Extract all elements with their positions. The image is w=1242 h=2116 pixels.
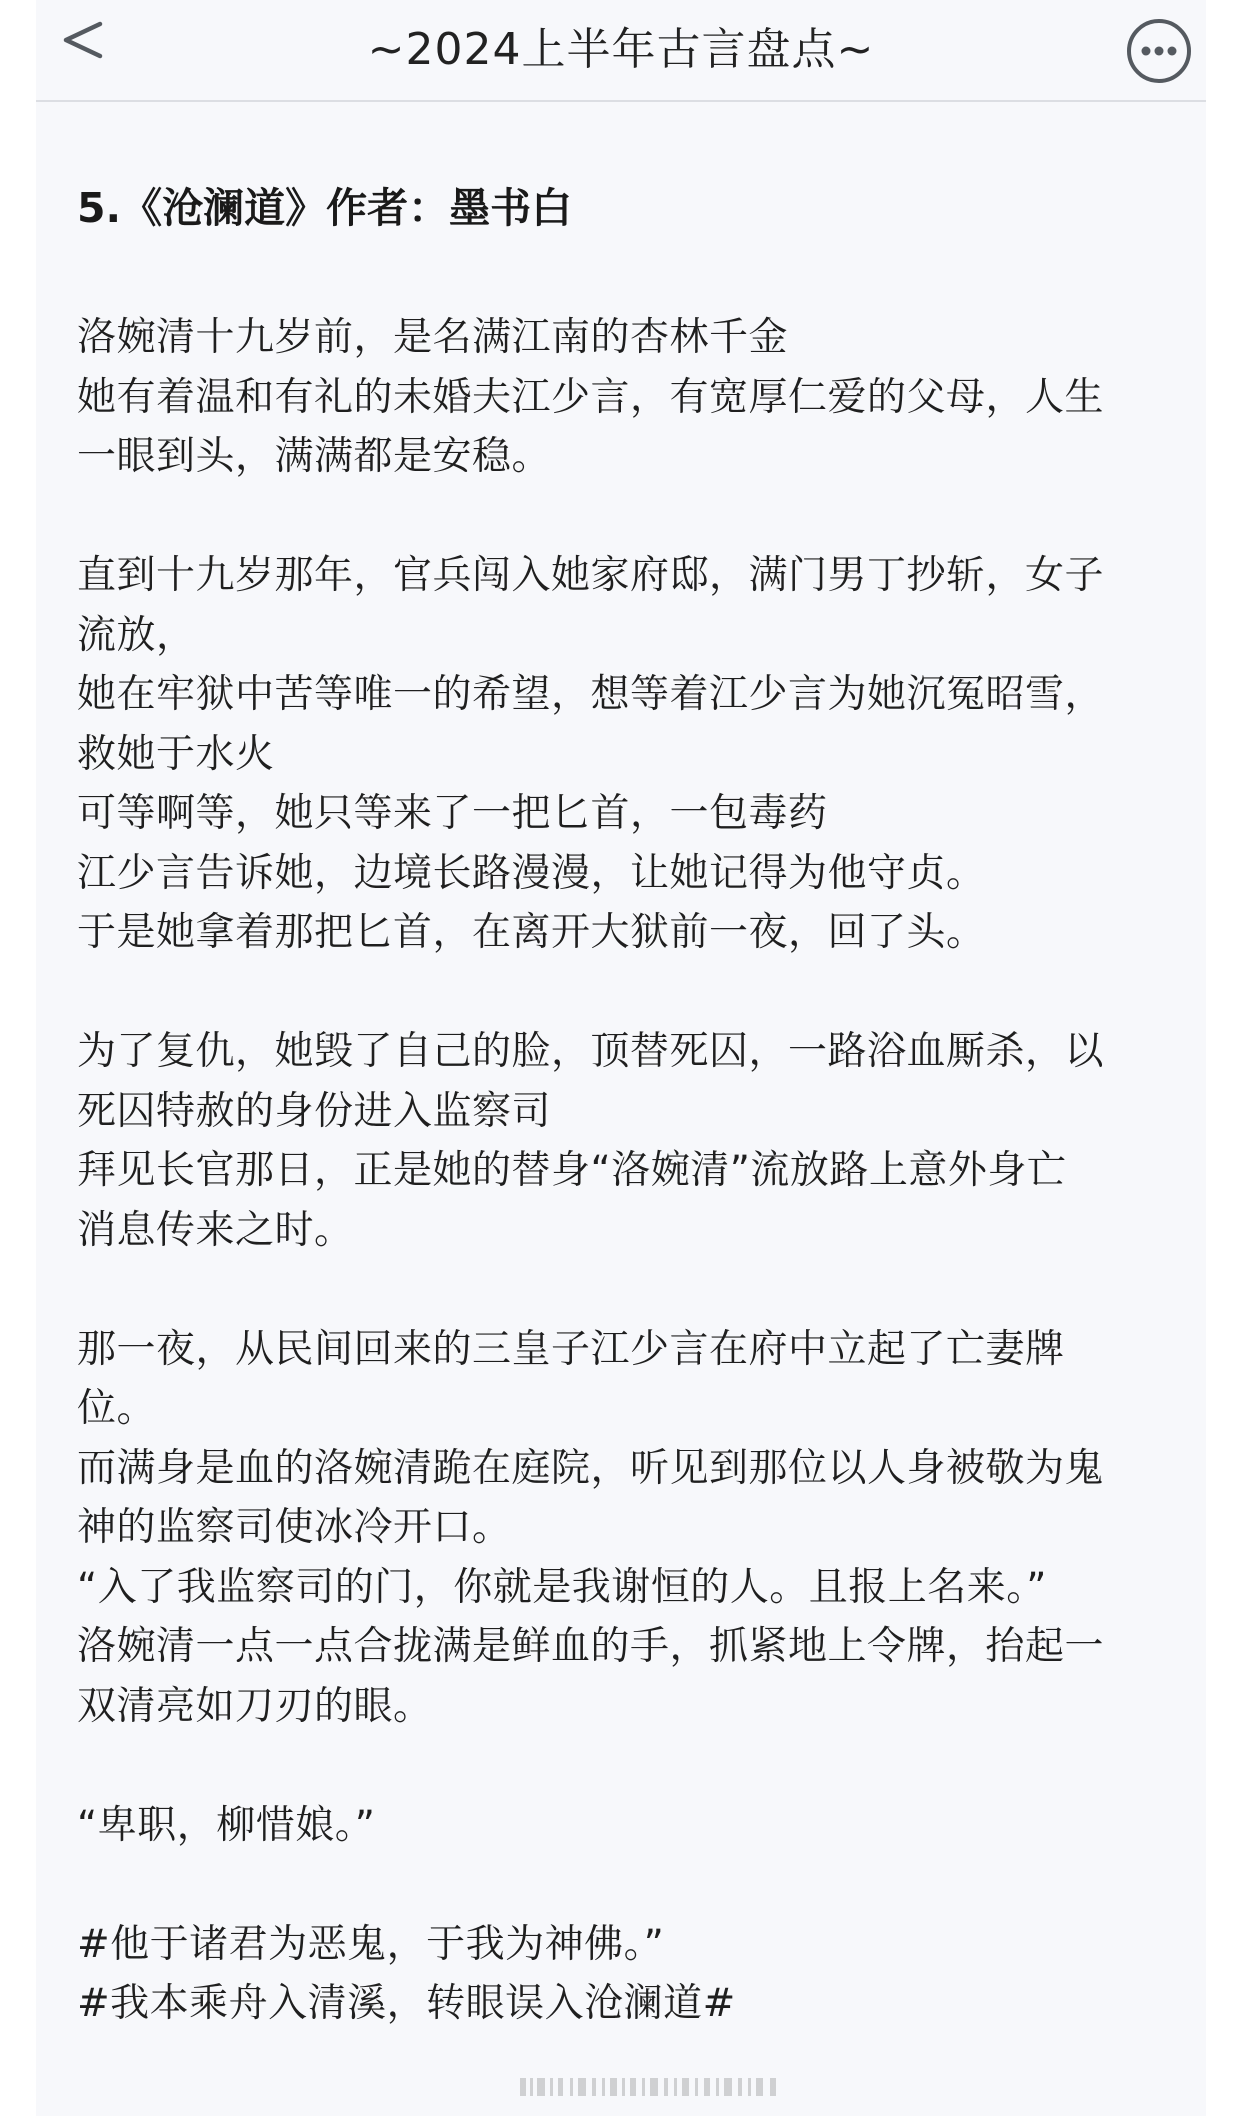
article-paragraph: [77, 308, 1187, 487]
chevron-left-icon: [54, 18, 120, 84]
paragraph-line: 江少言告诉她，边境长路漫漫，让她记得为他守贞。: [77, 850, 986, 896]
paragraph-line: 流放，: [77, 612, 196, 658]
back-button[interactable]: [54, 18, 120, 84]
more-horizontal-icon: [1126, 18, 1192, 84]
article-paragraph: [77, 1022, 1187, 1260]
paragraph-line: 救她于水火: [77, 731, 275, 777]
paragraph-line: 那一夜，从民间回来的三皇子江少言在府中立起了亡妻牌: [77, 1326, 1065, 1372]
article-paragraph: [77, 546, 1187, 963]
paragraph-line: “入了我监察司的门，你就是我谢恒的人。且报上名来。”: [77, 1564, 1047, 1610]
watermark-barcode: [520, 2074, 780, 2100]
article-paragraph: [77, 1320, 1187, 1737]
paragraph-line: 消息传来之时。: [77, 1207, 354, 1253]
paragraph-line: 她在牢狱中苦等唯一的希望，想等着江少言为她沉冤昭雪，: [77, 672, 1105, 717]
paragraph-line: 神的监察司使冰冷开口。: [77, 1505, 512, 1550]
article-heading: 5.《沧澜道》作者：墨书白: [77, 184, 573, 232]
article-paragraph: [77, 1915, 1187, 2034]
paragraph-line: 为了复仇，她毁了自己的脸，顶替死囚，一路浴血厮杀，以: [77, 1029, 1105, 1074]
paragraph-line: 双清亮如刀刃的眼。: [77, 1683, 433, 1729]
paragraph-line: 洛婉清一点一点合拢满是鲜血的手，抓紧地上令牌，抬起一: [77, 1624, 1105, 1669]
article-page: [36, 0, 1206, 2116]
more-button[interactable]: [1126, 18, 1192, 84]
top-nav-bar: [36, 0, 1206, 102]
paragraph-line: 拜见长官那日，正是她的替身“洛婉清”流放路上意外身亡: [77, 1148, 1067, 1193]
paragraph-line: 位。: [77, 1386, 157, 1431]
paragraph-line: #我本乘舟入清溪，转眼误入沧澜道#: [77, 1981, 736, 2026]
page-title: ~2024上半年古言盘点~: [367, 24, 875, 75]
paragraph-line: 于是她拿着那把匕首，在离开大狱前一夜，回了头。: [77, 910, 986, 955]
paragraph-line: 洛婉清十九岁前，是名满江南的杏林千金: [77, 315, 789, 360]
article-paragraph: [77, 1796, 1187, 1856]
article-content: [77, 178, 1187, 2034]
paragraph-line: 直到十九岁那年，官兵闯入她家府邸，满门男丁抄斩，女子: [77, 553, 1105, 598]
paragraph-line: “卑职，柳惜娘。”: [77, 1802, 376, 1848]
article-body: [77, 308, 1187, 2034]
paragraph-line: #他于诸君为恶鬼，于我为神佛。”: [77, 1921, 665, 1967]
paragraph-line: 她有着温和有礼的未婚夫江少言，有宽厚仁爱的父母，人生: [77, 374, 1105, 420]
paragraph-line: 一眼到头，满满都是安稳。: [77, 434, 552, 479]
paragraph-line: 死囚特赦的身份进入监察司: [77, 1088, 552, 1134]
paragraph-line: 可等啊等，她只等来了一把匕首，一包毒药: [77, 791, 828, 836]
paragraph-line: 而满身是血的洛婉清跪在庭院，听见到那位以人身被敬为鬼: [77, 1445, 1105, 1491]
